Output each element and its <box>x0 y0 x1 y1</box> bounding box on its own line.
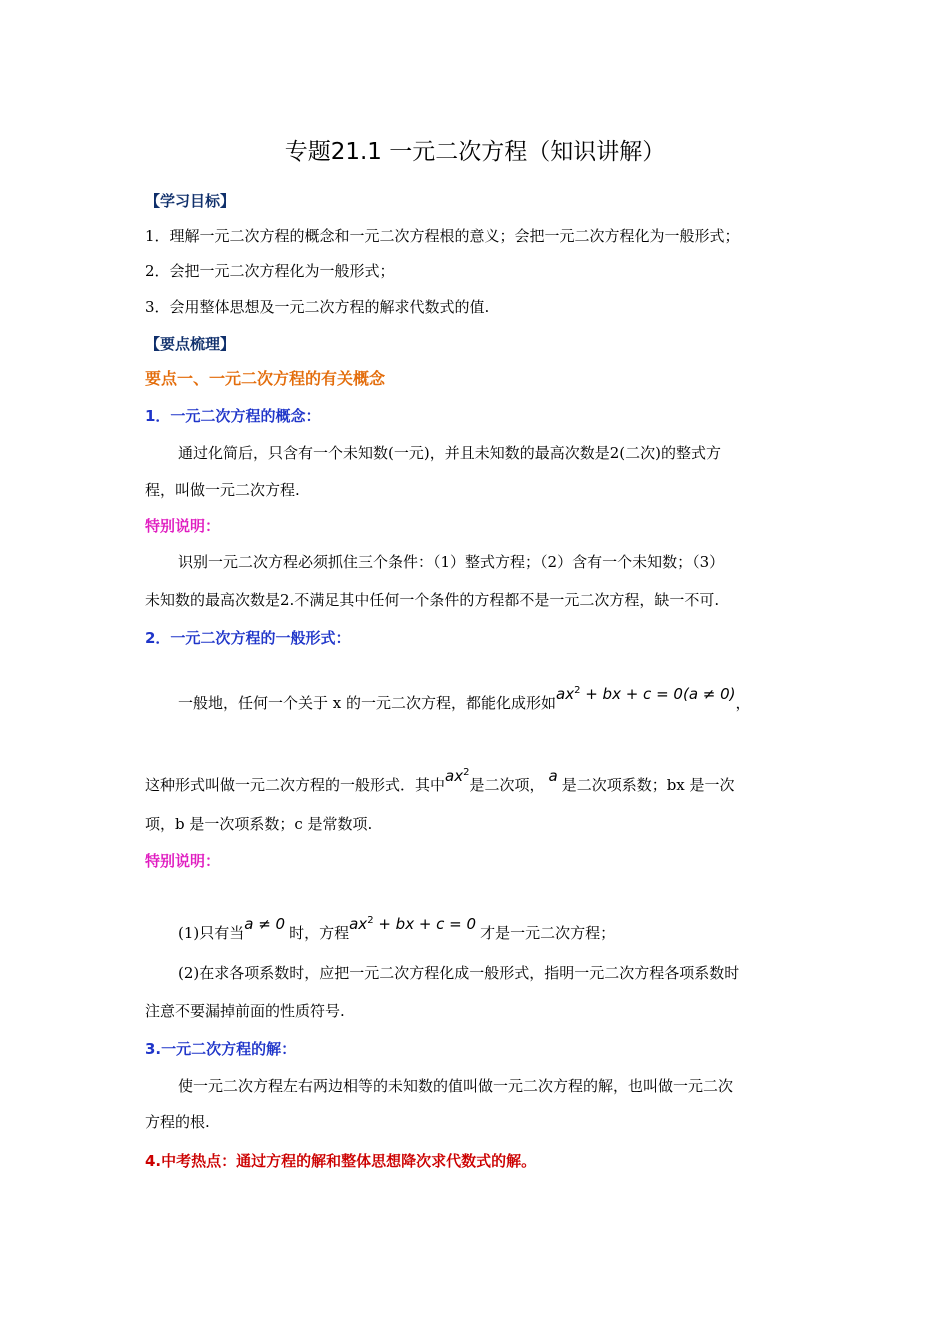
general-form-text-before: 一般地，任何一个关于 x 的一元二次方程，都能化成形如 <box>178 694 556 712</box>
general-form-line-2 <box>145 762 735 796</box>
equation-ax: ax <box>349 915 368 933</box>
note-2-item-1 <box>178 910 615 944</box>
equation-formula <box>349 915 476 933</box>
page-title: 专题21.1 一元二次方程（知识讲解） <box>284 139 666 165</box>
goal-item-3: 3．会用整体思想及一元二次方程的解求代数式的值. <box>145 298 490 316</box>
section-2-heading: 2．一元二次方程的一般形式： <box>145 629 351 647</box>
learning-goals-heading: 【学习目标】 <box>145 192 236 210</box>
formula-condition: (a ≠ 0) <box>682 685 736 703</box>
quadratic-term-ax: ax <box>445 767 464 785</box>
section-1-line-1: 通过化简后，只含有一个未知数(一元)，并且未知数的最高次数是2(二次)的整式方 <box>178 444 721 462</box>
special-note-label-2: 特别说明： <box>145 852 221 870</box>
special-note-label-1: 特别说明： <box>145 517 221 535</box>
quadratic-term-exponent: 2 <box>463 767 470 778</box>
note-2-item-1-after: 才是一元二次方程； <box>480 924 616 942</box>
goal-item-1: 1．理解一元二次方程的概念和一元二次方程根的意义；会把一元二次方程化为一般形式； <box>145 227 740 245</box>
note-1-line-2: 未知数的最高次数是2.不满足其中任何一个条件的方程都不是一元二次方程，缺一不可. <box>145 591 720 609</box>
section-4-heading: 4.中考热点：通过方程的解和整体思想降次求代数式的解。 <box>145 1152 537 1170</box>
formula-rest: + bx + c = 0 <box>580 685 683 703</box>
condition-formula: a ≠ 0 <box>244 915 286 933</box>
equation-exponent: 2 <box>367 915 374 926</box>
section-1-line-2: 程，叫做一元二次方程. <box>145 481 300 499</box>
coefficient-a-formula: a <box>548 767 558 785</box>
section-3-heading: 3.一元二次方程的解： <box>145 1040 297 1058</box>
formula-exponent: 2 <box>574 685 581 696</box>
note-2-item-1-mid: 时，方程 <box>289 924 350 942</box>
note-2-item-1-before: (1)只有当 <box>178 924 245 942</box>
general-form-formula <box>556 685 736 703</box>
goal-item-2: 2．会把一元二次方程化为一般形式； <box>145 262 395 280</box>
general-form-line-2-mid-2: 是二次项系数；bx 是一次 <box>561 776 735 794</box>
formula-ax: ax <box>556 685 575 703</box>
general-form-line-3: 项，b 是一次项系数；c 是常数项. <box>145 815 373 833</box>
section-1-heading: 1．一元二次方程的概念： <box>145 407 321 425</box>
quadratic-term-formula <box>445 767 469 785</box>
general-form-text-after: ， <box>735 694 751 712</box>
note-2-item-2-line-1: (2)在求各项系数时，应把一元二次方程化成一般形式，指明一元二次方程各项系数时 <box>178 964 740 982</box>
general-form-line-1 <box>178 680 751 714</box>
section-3-line-2: 方程的根. <box>145 1113 210 1131</box>
section-3-line-1: 使一元二次方程左右两边相等的未知数的值叫做一元二次方程的解，也叫做一元二次 <box>178 1077 734 1095</box>
general-form-line-2-before: 这种形式叫做一元二次方程的一般形式．其中 <box>145 776 446 794</box>
note-2-item-2-line-2: 注意不要漏掉前面的性质符号. <box>145 1002 345 1020</box>
point-one-heading: 要点一、一元二次方程的有关概念 <box>145 369 386 388</box>
general-form-line-2-mid-1: 是二次项， <box>469 776 545 794</box>
key-points-heading: 【要点梳理】 <box>145 335 236 353</box>
note-1-line-1: 识别一元二次方程必须抓住三个条件：（1）整式方程；（2）含有一个未知数；（3） <box>178 553 725 571</box>
equation-rest: + bx + c = 0 <box>373 915 477 933</box>
